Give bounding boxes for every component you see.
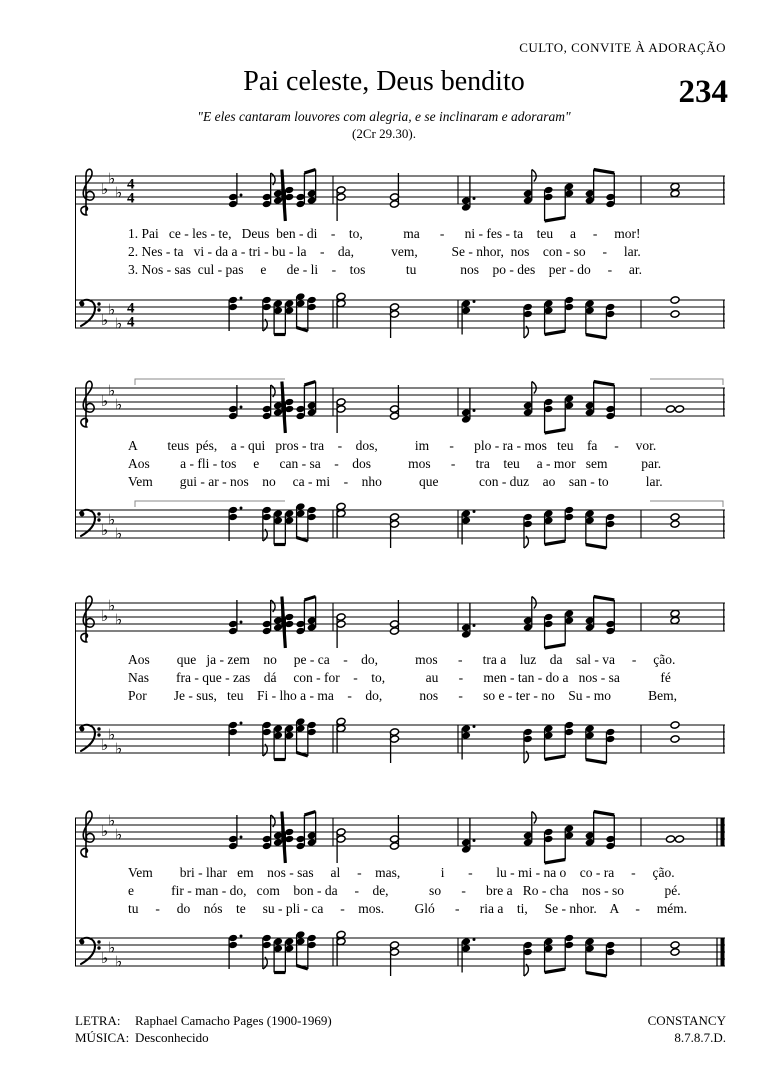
epigraph-quote: "E eles cantaram louvores com alegria, e se inclinaram e adoraram"	[197, 109, 571, 124]
bass-staff-system-1	[75, 287, 725, 351]
treble-staff-system-3	[75, 590, 725, 654]
lyrics-system-2-verse-3: Vem gui - ar - nos no ca - mi - nho que con - duz ao san - to lar.	[128, 474, 663, 489]
musica-row	[75, 1029, 332, 1046]
letra-value: Raphael Camacho Pages (1900-1969)	[135, 1013, 332, 1028]
svg-text:4: 4	[127, 190, 135, 207]
svg-text:♭: ♭	[108, 510, 116, 529]
treble-staff-system-2	[75, 375, 725, 439]
lyrics-system-1-verse-1: 1. Pai ce - les - te, Deus ben - di - to, ma - ni - fes - ta teu a - mor!	[128, 226, 641, 241]
svg-text:♭: ♭	[108, 725, 116, 744]
lyrics-system-3-verse-2: Nas fra - que - zas dá con - for - to, au - men - tan - do a nos - sa fé	[128, 670, 671, 685]
system-barline-connector	[75, 388, 76, 538]
lyrics-system-4-verse-3: tu - do nós te su - pli - ca - mos. Gló - ria a ti, Se - nhor. A - mém.	[128, 901, 688, 916]
svg-text:♭: ♭	[101, 392, 109, 410]
lyrics-system-1-verse-2: 2. Nes - ta vi - da a - tri - bu - la - da, vem, Se - nhor, nos con - so - lar.	[128, 244, 641, 259]
svg-text:♭: ♭	[115, 314, 123, 333]
time-signature	[127, 177, 135, 207]
svg-text:♭: ♭	[115, 395, 123, 414]
bass-clef	[80, 300, 101, 326]
svg-text:♭: ♭	[101, 180, 109, 198]
lyrics-system-2-verse-1: A teus pés, a - qui pros - tra - dos, im - plo - ra - mos teu fa - vor.	[128, 438, 657, 453]
letra-label: LETRA:	[75, 1013, 121, 1028]
tune-name: CONSTANCY	[647, 1013, 726, 1028]
svg-text:♭: ♭	[115, 825, 123, 844]
category-header: CULTO, CONVITE À ADORAÇÃO	[519, 40, 726, 55]
svg-text:♭: ♭	[115, 524, 123, 543]
svg-text:♭: ♭	[101, 311, 109, 329]
svg-text:♭: ♭	[115, 183, 123, 202]
musica-value: Desconhecido	[135, 1030, 209, 1045]
treble-staff-system-1	[75, 163, 725, 227]
scripture-reference: (2Cr 29.30).	[352, 126, 416, 141]
svg-text:♭: ♭	[101, 949, 109, 967]
system-barline-connector	[75, 603, 76, 753]
tune-meter: 8.7.8.7.D.	[674, 1030, 726, 1045]
bass-clef	[80, 510, 101, 536]
musica-label: MÚSICA:	[75, 1030, 130, 1045]
bass-staff-system-2	[75, 497, 725, 561]
svg-text:♭: ♭	[101, 521, 109, 539]
bass-staff-system-3	[75, 712, 725, 776]
system-barline-connector	[75, 176, 76, 328]
lyrics-system-4-verse-1: Vem bri - lhar em nos - sas al - mas, i - lu - mi - na o co - ra - ção.	[128, 865, 675, 880]
svg-text:4: 4	[127, 300, 135, 317]
svg-text:♭: ♭	[115, 610, 123, 629]
lyrics-system-4-verse-2: e fir - man - do, com bon - da - de, so - bre a Ro - cha nos - so pé.	[128, 883, 681, 898]
tune-info	[648, 1012, 726, 1046]
svg-text:♭: ♭	[108, 596, 116, 615]
credits	[75, 1012, 332, 1046]
page-title: Pai celeste, Deus bendito	[243, 66, 525, 97]
hymn-number: 234	[678, 74, 728, 110]
svg-text:♭: ♭	[101, 607, 109, 625]
svg-text:♭: ♭	[115, 739, 123, 758]
svg-text:♭: ♭	[108, 811, 116, 830]
treble-staff-system-4	[75, 805, 725, 869]
svg-text:♭: ♭	[101, 736, 109, 754]
system-barline-connector	[75, 818, 76, 966]
lyrics-system-3-verse-1: Aos que ja - zem no pe - ca - do, mos - tra a luz da sal - va - ção.	[128, 652, 676, 667]
time-signature	[127, 301, 135, 331]
bass-clef	[80, 725, 101, 751]
svg-text:♭: ♭	[101, 822, 109, 840]
svg-text:4: 4	[127, 176, 135, 193]
bass-clef	[80, 938, 101, 964]
lyrics-system-3-verse-3: Por Je - sus, teu Fi - lho a - ma - do, nos - so e - ter - no Su - mo Bem,	[128, 688, 677, 703]
svg-text:♭: ♭	[108, 381, 116, 400]
bass-staff-system-4	[75, 925, 725, 989]
svg-text:♭: ♭	[108, 300, 116, 319]
svg-text:♭: ♭	[115, 952, 123, 971]
svg-text:♭: ♭	[108, 169, 116, 188]
letra-row	[75, 1012, 332, 1029]
svg-text:4: 4	[127, 314, 135, 331]
lyrics-system-1-verse-3: 3. Nos - sas cul - pas e de - li - tos tu nos po - des per - do - ar.	[128, 262, 643, 277]
svg-text:♭: ♭	[108, 938, 116, 957]
lyrics-system-2-verse-2: Aos a - fli - tos e can - sa - dos mos - tra teu a - mor sem par.	[128, 456, 662, 471]
